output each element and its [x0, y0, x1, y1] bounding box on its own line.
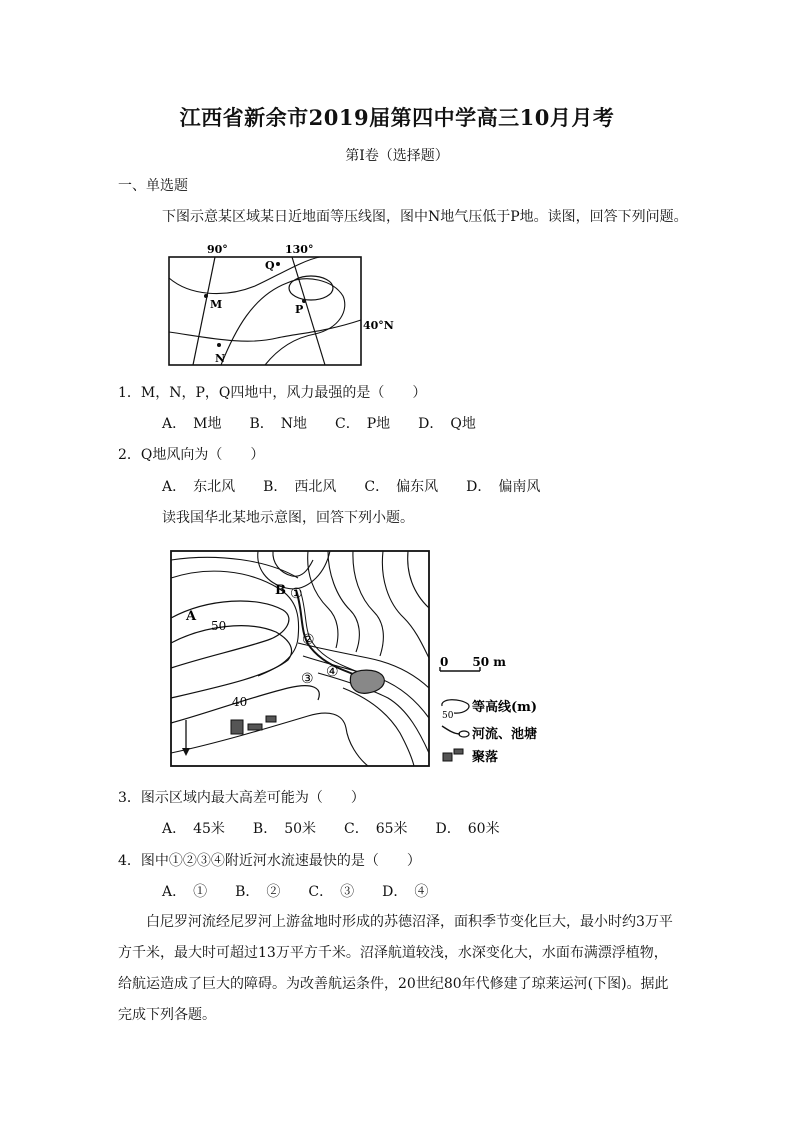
passage-paragraph: 白尼罗河流经尼罗河上游盆地时形成的苏德沼泽，面积季节变化巨大，最小时约3万平方千米，最大时可超过13万平方千米。沼泽航道较浅，水深变化大，水面布满漂浮植物，给航运造成了巨大的障碍。为改善航运条件，20世纪80年代修建了琼莱运河(下图)。据此完成下列各题。 [118, 914, 673, 1023]
scale-label: 0 50 m [440, 655, 506, 669]
question-3-stem: 3．图示区域内最大高差可能为（ ） [118, 790, 365, 806]
point-M-label: M [210, 298, 223, 311]
section-heading: 一、单选题 [118, 178, 188, 194]
latitude-label: 40°N [363, 319, 394, 332]
legend-contour-label: 等高线(m) [472, 700, 538, 715]
contour-map [168, 548, 558, 773]
intro-paragraph-1: 下图示意某区域某日近地面等压线图，图中N地气压低于P地。读图，回答下列问题。 [162, 209, 688, 225]
label-A: A [186, 609, 197, 624]
question-4-stem: 4．图中①②③④附近河水流速最快的是（ ） [118, 853, 421, 869]
marker-1: ① [290, 586, 303, 602]
exam-title: 江西省新余市2019届第四中学高三10月月考 [179, 105, 615, 130]
longitude-130-label: 130° [285, 243, 314, 256]
intro-paragraph-2: 读我国华北某地示意图，回答下列小题。 [162, 510, 414, 526]
question-1-stem: 1．M，N，P，Q四地中，风力最强的是（ ） [118, 385, 427, 401]
marker-3: ③ [301, 671, 314, 687]
legend-contour-sample: 50 [442, 711, 454, 721]
question-1-options: A． M地 B． N地 C． P地 D． Q地 [162, 416, 476, 432]
longitude-90-label: 90° [207, 243, 228, 256]
question-3-options: A． 45米 B． 50米 C． 65米 D． 60米 [162, 821, 500, 837]
marker-2: ② [302, 632, 315, 648]
contour-50-label: 50 [211, 619, 227, 633]
question-4-options: A． ① B． ② C． ③ D． ④ [162, 884, 429, 900]
legend-river-label: 河流、池塘 [472, 727, 538, 742]
point-P-label: P [295, 303, 304, 316]
point-Q-label: Q [265, 259, 275, 272]
marker-4: ④ [326, 664, 339, 680]
question-2-options: A． 东北风 B． 西北风 C． 偏东风 D． 偏南风 [162, 479, 541, 495]
isobar-map [165, 238, 395, 370]
question-2-stem: 2．Q地风向为（ ） [118, 447, 265, 463]
point-N-label: N [215, 352, 226, 365]
contour-40-label: 40 [232, 695, 248, 709]
legend-settlement-label: 聚落 [472, 750, 499, 765]
section-subtitle: 第Ⅰ卷（选择题） [345, 148, 449, 164]
label-B: B [275, 583, 286, 598]
